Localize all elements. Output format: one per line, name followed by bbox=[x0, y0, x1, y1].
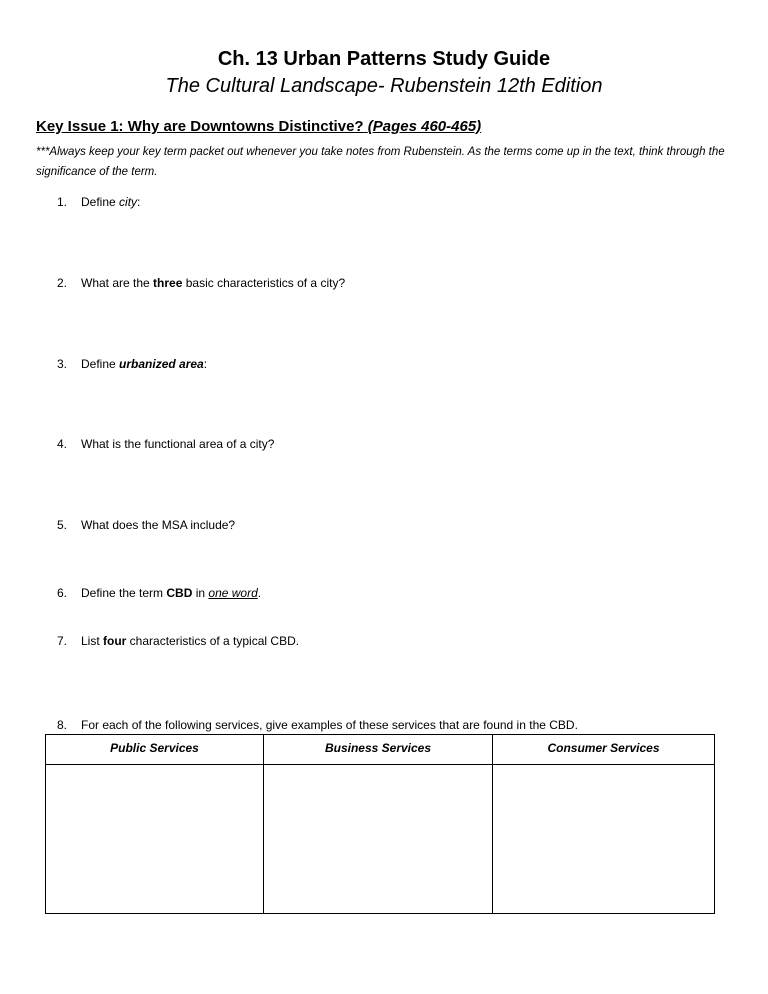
term-cbd: CBD bbox=[166, 586, 193, 600]
services-answer-row bbox=[46, 765, 715, 914]
page-subtitle: The Cultural Landscape- Rubenstein 12th Edition bbox=[165, 75, 603, 97]
term-urbanized-area: urbanized area bbox=[119, 357, 204, 371]
page-title: Ch. 13 Urban Patterns Study Guide bbox=[217, 48, 551, 70]
services-table bbox=[45, 734, 715, 914]
text-run: Define bbox=[81, 195, 120, 209]
consumer-services-answer-cell[interactable] bbox=[493, 765, 715, 914]
text-run: Define the term bbox=[81, 586, 167, 600]
question-text: For each of the following services, give examples of these services that are found in the CBD. bbox=[81, 718, 578, 732]
emphasis-four: four bbox=[103, 634, 127, 648]
question-number: 3. bbox=[57, 357, 68, 371]
services-header-row bbox=[46, 735, 715, 765]
text-run: : bbox=[203, 357, 208, 371]
question-text: What does the MSA include? bbox=[81, 518, 236, 532]
question-number: 7. bbox=[57, 634, 68, 648]
text-run: characteristics of a typical CBD. bbox=[126, 634, 300, 648]
term-city: city bbox=[119, 195, 138, 209]
consumer-services-header: Consumer Services bbox=[493, 735, 715, 765]
question-text: What is the functional area of a city? bbox=[81, 437, 275, 451]
business-services-answer-cell[interactable] bbox=[264, 765, 493, 914]
text-run: . bbox=[257, 586, 262, 600]
emphasis-three: three bbox=[153, 276, 183, 290]
key-issue-pages: (Pages 460-465) bbox=[367, 118, 482, 135]
key-issue-heading bbox=[36, 118, 481, 135]
text-run: in bbox=[192, 586, 209, 600]
key-issue-title: Key Issue 1: Why are Downtowns Distinctive? bbox=[36, 118, 364, 135]
question-number: 1. bbox=[57, 195, 68, 209]
public-services-header: Public Services bbox=[46, 735, 264, 765]
question-text bbox=[81, 195, 140, 209]
question-text bbox=[81, 586, 261, 600]
business-services-header: Business Services bbox=[264, 735, 493, 765]
question-number: 8. bbox=[57, 718, 68, 732]
text-run: basic characteristics of a city? bbox=[182, 276, 346, 290]
question-number: 5. bbox=[57, 518, 68, 532]
public-services-answer-cell[interactable] bbox=[46, 765, 264, 914]
instruction-note: ***Always keep your key term packet out whenever you take notes from Rubenstein. As the terms come up in the text, think through the significance of the term. bbox=[36, 146, 725, 178]
question-text bbox=[81, 634, 299, 648]
text-run: Define bbox=[81, 357, 120, 371]
text-run: What are the bbox=[81, 276, 154, 290]
text-run: : bbox=[137, 195, 141, 209]
question-text bbox=[81, 357, 207, 371]
question-number: 4. bbox=[57, 437, 68, 451]
question-number: 2. bbox=[57, 276, 68, 290]
question-text bbox=[81, 276, 345, 290]
emphasis-one-word: one word bbox=[208, 586, 258, 600]
text-run: List bbox=[81, 634, 104, 648]
question-number: 6. bbox=[57, 586, 68, 600]
